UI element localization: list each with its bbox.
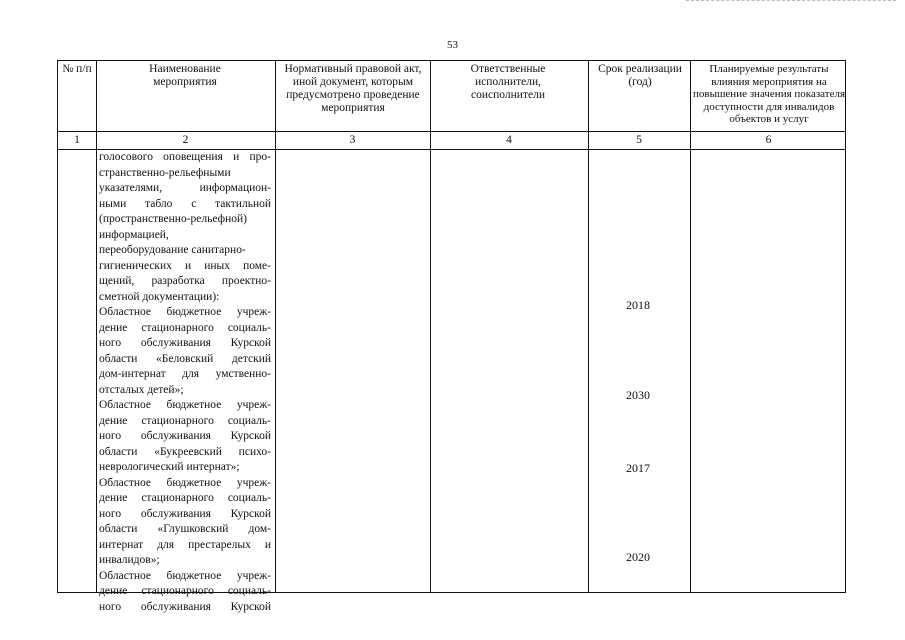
header-executors: Ответственные исполнители, соисполнители [470,63,546,101]
activity-name-line: области «Букреевский психо- [99,445,271,458]
activity-name-line: дом-интернат для умственно- [99,368,271,380]
year-value: 2020 [626,550,650,564]
activity-name-line: ными табло с тактильной [99,197,271,210]
activity-name-line: ного обслуживания Курской [99,507,271,520]
activity-name-line: неврологический интернат»; [99,461,240,473]
header-legal-act: Нормативный правовой акт, иной документ, которым предусмотрено проведение мероприятия [284,63,422,114]
column-number: 6 [765,134,772,146]
activity-name-line: интернат для престарелых и [99,538,271,551]
activities-table [57,60,846,613]
activity-name-line: щений, разработка проектно- [99,275,271,287]
activity-name-line: инвалидов»; [99,554,160,566]
activity-name-line: Областное бюджетное учреж- [99,569,271,582]
column-number: 5 [636,134,642,146]
year-value: 2018 [626,298,650,312]
top-edge-rule [686,0,896,1]
activity-name-line: отсталых детей»; [99,383,184,396]
activity-name-line: ного обслуживания Курской [99,600,271,613]
year-value: 2030 [626,388,650,402]
activity-name-line: голосового оповещения и про- [99,151,271,163]
header-name: Наименование мероприятия [149,63,221,88]
activity-name-line: ного обслуживания Курской [99,430,271,442]
header-deadline: Срок реализации (год) [598,63,682,88]
activity-name-line: сметной документации): [99,290,220,303]
column-number: 2 [182,134,189,146]
activity-name-line: (пространственно-рельефной) [99,213,247,225]
activity-name-line: области «Беловский детский [99,352,271,365]
column-number: 1 [74,134,80,146]
column-number: 3 [349,134,356,146]
activity-name-cell [99,150,271,615]
year-value: 2017 [626,461,650,475]
activity-name-line: странственно-рельефными [99,166,231,179]
activity-name-line: области «Глушковский дом- [99,523,271,535]
header-results: Планируемые результаты влияния мероприятия на повышение значения показателя доступности для инвалидов объектов и услуг [692,63,846,125]
header-number: № п/п [62,63,92,75]
activity-name-line: дение стационарного социаль- [99,321,271,334]
activity-name-line: ного обслуживания Курской [99,337,271,349]
activity-name-line: дение стационарного социаль- [99,492,271,504]
column-number: 4 [506,134,512,146]
page-number: 53 [447,39,458,51]
activity-name-line: гигиенических и иных поме- [99,259,271,272]
activity-name-line: переоборудование санитарно- [99,244,246,256]
activity-name-line: информацией, [99,228,169,241]
activity-name-line: Областное бюджетное учреж- [99,306,271,318]
activity-name-line: указателями, информацион- [99,182,271,194]
activity-name-line: дение стационарного социаль- [99,585,271,597]
activity-name-line: Областное бюджетное учреж- [99,399,271,411]
activity-name-line: Областное бюджетное учреж- [99,476,271,489]
activity-name-line: дение стационарного социаль- [99,414,271,427]
